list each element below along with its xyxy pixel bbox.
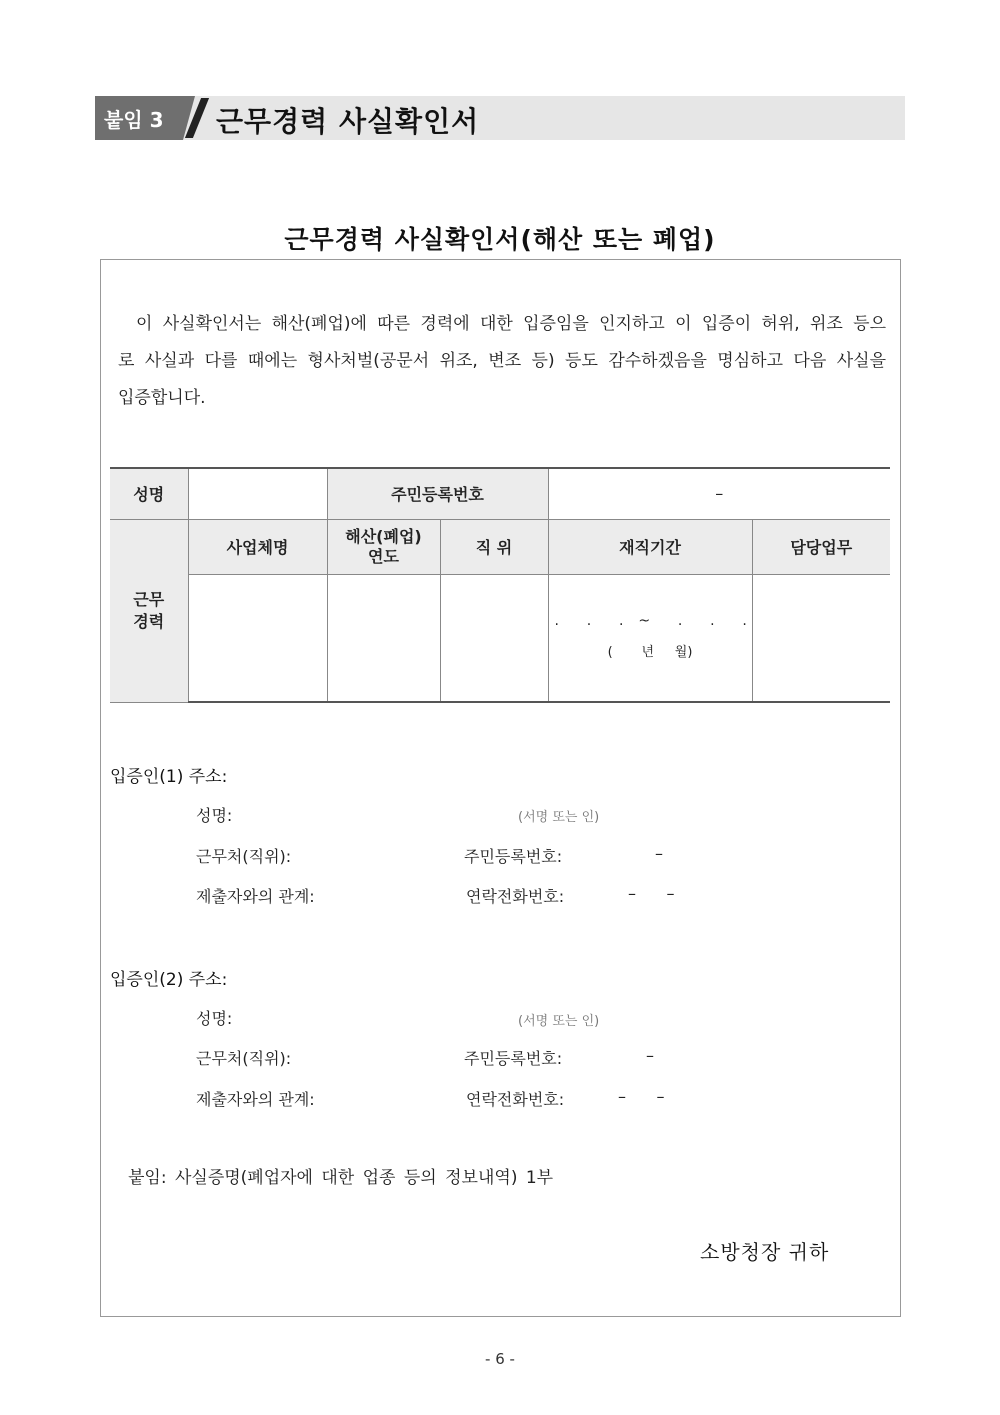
addressee: 소방청장 귀하	[700, 1240, 830, 1264]
document-title: 근무경력 사실확인서(해산 또는 폐업)	[284, 225, 716, 254]
banner-title: 근무경력 사실확인서	[216, 105, 480, 138]
witness-2-relation-label: 제출자와의 관계:	[196, 1090, 315, 1109]
name-cell[interactable]	[188, 468, 327, 519]
form-frame	[100, 259, 901, 1317]
attachment-tab-label: 붙임 3	[104, 108, 164, 132]
company-cell[interactable]	[188, 574, 327, 702]
witness-2-phone-label: 연락전화번호:	[466, 1090, 565, 1109]
witness-2-rrn-dash: –	[646, 1046, 654, 1065]
witness-2-signature-note: (서명 또는 인)	[518, 1014, 600, 1029]
witness-1-phone-label: 연락전화번호:	[466, 887, 565, 906]
column-header-company: 사업체명	[188, 519, 327, 574]
career-header: 근무 경력	[110, 519, 188, 702]
career-table	[110, 467, 890, 703]
position-cell[interactable]	[440, 574, 548, 702]
witness-1-name-label: 성명:	[196, 806, 233, 825]
witness-1-signature-note: (서명 또는 인)	[518, 810, 600, 825]
witness-1-relation-label: 제출자와의 관계:	[196, 887, 315, 906]
witness-2-phone-dashes: – –	[618, 1087, 665, 1106]
duties-cell[interactable]	[752, 574, 890, 702]
period-duration: ( 년 월)	[607, 644, 693, 660]
witness-1-phone-dashes: – –	[628, 884, 675, 903]
period-cell[interactable]	[548, 574, 752, 702]
witness-2-workplace-label: 근무처(직위):	[196, 1049, 292, 1068]
period-date-range: . . . ~ . . .	[554, 612, 749, 629]
column-header-period: 재직기간	[548, 519, 752, 574]
name-header: 성명	[110, 468, 188, 519]
witness-2-address-label: 입증인(2) 주소:	[110, 970, 228, 990]
witness-1-address-label: 입증인(1) 주소:	[110, 767, 228, 787]
rrn-cell[interactable]: –	[548, 468, 890, 519]
intro-paragraph: 이 사실확인서는 해산(폐업)에 따른 경력에 대한 입증임을 인지하고 이 입증이 허위, 위조 등으로 사실과 다를 때에는 형사처벌(공문서 위조, 변조 등) 등도 감수하겠음을 명심하고 다음 사실을 입증합니다.	[118, 314, 886, 408]
page-number: - 6 -	[485, 1350, 515, 1368]
column-header-position: 직 위	[440, 519, 548, 574]
closure-year-cell[interactable]	[327, 574, 440, 702]
witness-2-name-label: 성명:	[196, 1009, 233, 1028]
column-header-closure-year: 해산(폐업) 연도	[327, 519, 440, 574]
witness-1-rrn-label: 주민등록번호:	[464, 847, 563, 866]
attachment-note: 붙임: 사실증명(폐업자에 대한 업종 등의 정보내역) 1부	[128, 1168, 554, 1188]
witness-1-rrn-dash: –	[655, 844, 663, 863]
witness-1-workplace-label: 근무처(직위):	[196, 847, 292, 866]
witness-2-rrn-label: 주민등록번호:	[464, 1049, 563, 1068]
rrn-header: 주민등록번호	[327, 468, 548, 519]
column-header-duties: 담당업무	[752, 519, 890, 574]
